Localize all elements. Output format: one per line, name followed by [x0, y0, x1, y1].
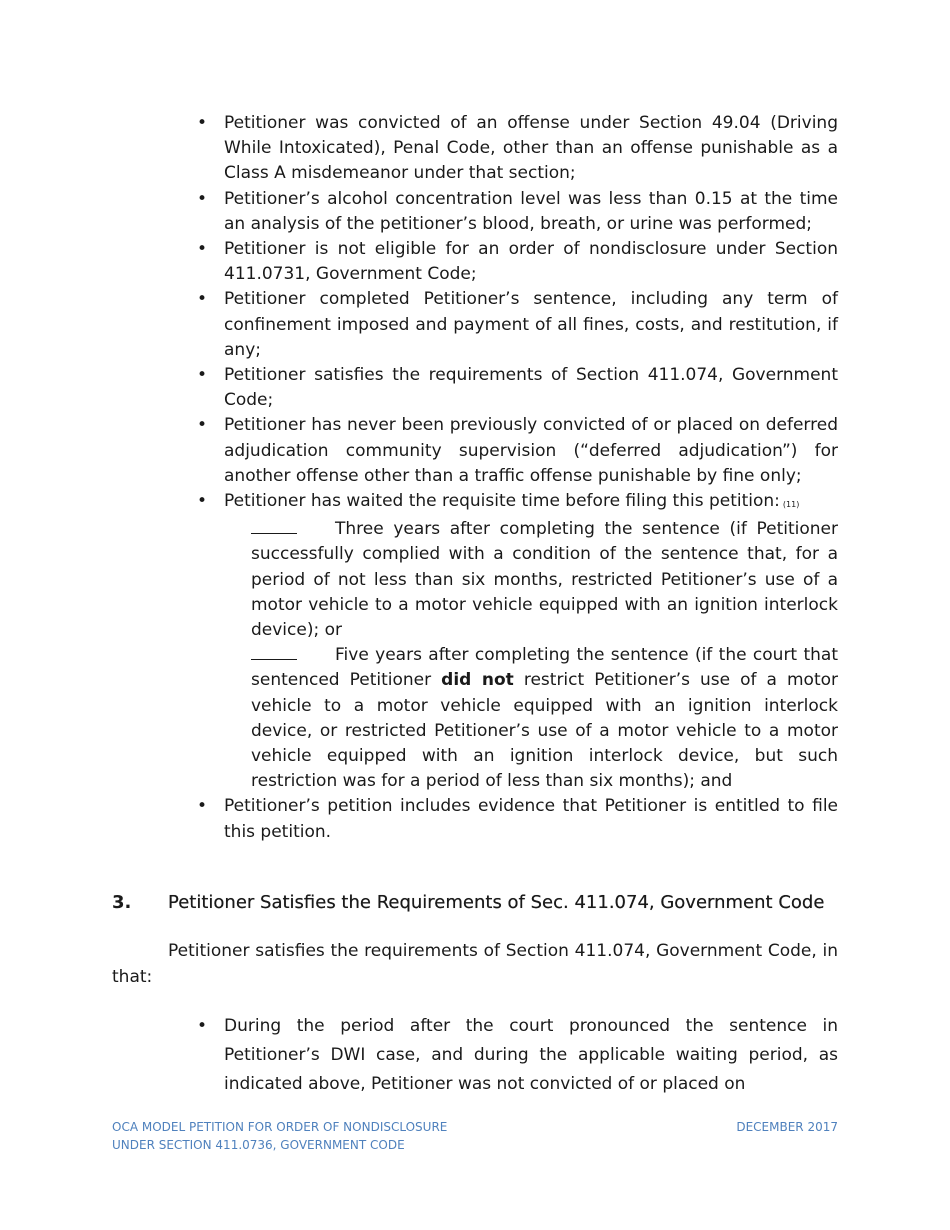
list-item — [197, 413, 838, 489]
bullet-icon: • — [197, 365, 208, 386]
list-item — [197, 187, 838, 237]
footnote-ref: (11) — [782, 500, 800, 510]
list-item — [197, 1012, 838, 1099]
bullet-icon: • — [197, 415, 208, 436]
section-title: Petitioner Satisfies the Requirements of Sec. 411.074, Government Code — [168, 892, 825, 913]
list-item — [197, 111, 838, 187]
bullet-text: Petitioner’s alcohol concentration level was less than 0.15 at the time an analysis of the petitioner’s blood, breath, or urine was performed; — [224, 188, 838, 234]
section-heading — [112, 890, 852, 916]
requirements-list — [197, 111, 839, 845]
checkbox-blank[interactable] — [251, 519, 297, 534]
list-item — [197, 794, 838, 844]
option-text: Five years after completing the sentence (if the court that sentenced Petitioner — [251, 645, 838, 691]
bullet-icon: • — [197, 796, 208, 817]
footer-line: UNDER SECTION 411.0736, GOVERNMENT CODE — [112, 1138, 405, 1152]
bullet-text: Petitioner was convicted of an offense under Section 49.04 (Driving While Intoxicated), Penal Code, other than an offense punishable as a Class A misdemeanor under that section; — [224, 113, 838, 184]
emphasis-text: did not — [441, 670, 514, 691]
section-intro: Petitioner satisfies the requirements of Section 411.074, Government Code, in that: — [112, 941, 838, 987]
list-item — [197, 287, 838, 363]
list-item — [197, 237, 838, 287]
list-item — [197, 363, 838, 413]
bullet-icon: • — [197, 491, 208, 512]
option-text: Three years after completing the sentence (if Petitioner successfully complied with a condition of the sentence that, for a period of not less than six months, restricted Petitioner’s use of a motor vehicle to a motor vehicle equipped with an ignition interlock device); or — [251, 519, 838, 641]
bullet-icon: • — [197, 289, 208, 310]
footer-line: OCA MODEL PETITION FOR ORDER OF NONDISCLOSURE — [112, 1120, 448, 1134]
option-text-continued: restrict Petitioner’s use of a motor vehicle to a motor vehicle equipped with an ignition interlock device, or restricted Petitioner’s use of a motor vehicle to a motor vehicle equipped with an ignition interlock device, but such restriction was for a period of less than six months); and — [251, 670, 839, 792]
waiting-option-three-years — [251, 517, 838, 643]
bullet-text: Petitioner has never been previously convicted of or placed on deferred adjudication community supervision (“deferred adjudication”) for another offense other than a traffic offense punishable by fine only; — [224, 415, 838, 486]
bullet-icon: • — [197, 113, 208, 133]
footer-date: DECEMBER 2017 — [736, 1120, 838, 1134]
bullet-text: Petitioner completed Petitioner’s sentence, including any term of confinement imposed and payment of all fines, costs, and restitution, if any; — [224, 289, 838, 360]
bullet-text: During the period after the court pronounced the sentence in Petitioner’s DWI case, and during the applicable waiting period, as indicated above, Petitioner was not convicted of or placed on — [224, 1016, 838, 1094]
bullet-icon: • — [197, 188, 208, 209]
waiting-option-five-years — [251, 643, 838, 794]
bullet-icon: • — [197, 239, 208, 260]
bullet-text: Petitioner is not eligible for an order of nondisclosure under Section 411.0731, Government Code; — [224, 239, 838, 285]
waiting-period-item — [197, 489, 838, 517]
bullet-text: Petitioner has waited the requisite time before filing this petition: — [224, 491, 780, 512]
section-list — [197, 1012, 838, 1099]
bullet-text: Petitioner satisfies the requirements of Section 411.074, Government Code; — [224, 365, 838, 411]
bullet-text: Petitioner’s petition includes evidence that Petitioner is entitled to file this petition. — [224, 796, 838, 842]
bullet-icon: • — [197, 1016, 208, 1036]
section-number: 3. — [112, 892, 132, 913]
checkbox-blank[interactable] — [251, 645, 297, 660]
footer-form-title — [112, 1118, 447, 1154]
